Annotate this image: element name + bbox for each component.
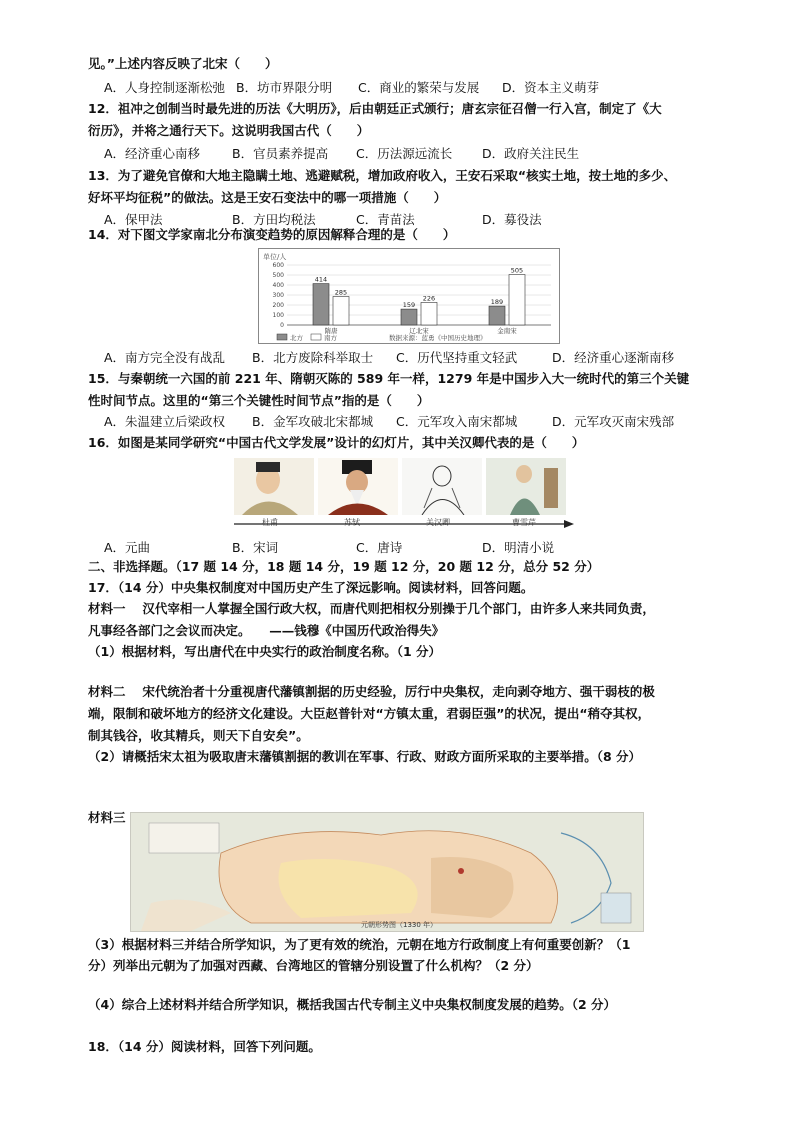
yuan-dynasty-map [130, 812, 644, 932]
map-title: 元朝形势图（1330 年） [361, 921, 438, 929]
q15-option-b: B．金军攻破北宋都城 [252, 414, 374, 429]
q17-material-2-line-2: 端，限制和破坏地方的经济文化建设。大臣赵普针对“方镇太重，君弱臣强”的状况，提出“稍夺其权， [88, 706, 651, 721]
y-tick-label: 600 [272, 262, 284, 269]
q12-option-d: D．政府关注民生 [482, 146, 580, 161]
q17-material-1-line-2: 凡事经各部门之会议而决定。 ——钱穆《中国历代政治得失》 [88, 623, 445, 638]
q13-option-c: C．青苗法 [356, 212, 415, 227]
q13-option-d: D．募役法 [482, 212, 542, 227]
q12-line-2: 衍历》，并将之通行天下。这说明我国古代（ ） [88, 123, 370, 138]
q17-material-3-label: 材料三 [88, 810, 126, 825]
chart-source: 数据来源：蓝勇《中国历史地理》 [389, 334, 487, 342]
bar-北方-辽北宋 [401, 309, 417, 325]
bar-value-label: 285 [334, 288, 348, 297]
q17-material-2-line-1: 材料二 宋代统治者十分重视唐代藩镇割据的历史经验，厉行中央集权，走向剥夺地方、强干弱枝的极 [88, 684, 655, 699]
q13-option-b: B．方田均税法 [232, 212, 316, 227]
chart-legend [277, 333, 487, 342]
bar-value-label: 414 [314, 275, 328, 284]
q12-option-a: A．经济重心南移 [104, 146, 201, 161]
q17-question-3-line-2: 分）列举出元朝为了加强对西藏、台湾地区的管辖分别设置了什么机构？（2 分） [88, 958, 539, 973]
legend-label-north: 北方 [290, 334, 303, 342]
chart-y-label: 单位/人 [263, 253, 287, 261]
q11-option-c: C．商业的繁荣与发展 [358, 80, 480, 95]
caption-cao-xueqin: 曹雪芹 [512, 518, 536, 527]
x-tick-label: 金南宋 [497, 327, 517, 335]
q13-line-2: 好坏平均征税”的做法。这是王安石变法中的哪一项措施（ ） [88, 190, 447, 205]
section-2-heading: 二、非选择题。（17 题 14 分，18 题 14 分，19 题 12 分，20 题 12 分，总分 52 分） [88, 559, 600, 574]
q14-option-a: A．南方完全没有战乱 [104, 350, 226, 365]
q18-head: 18．（14 分）阅读材料，回答下列问题。 [88, 1039, 321, 1054]
q17-question-3-line-1: （3）根据材料三并结合所学知识，为了更有效的统治，元朝在地方行政制度上有何重要创新？（1 [88, 937, 631, 952]
bar-北方-隋唐 [313, 284, 329, 325]
y-tick-label: 400 [272, 282, 284, 289]
chart-svg [259, 249, 559, 343]
map-svg [131, 813, 643, 931]
q15-option-a: A．朱温建立后梁政权 [104, 414, 226, 429]
chart-bars [313, 267, 525, 326]
y-tick-label: 500 [272, 272, 284, 279]
q17-question-1: （1）根据材料，写出唐代在中央实行的政治制度名称。（1 分） [88, 644, 441, 659]
q13-line-1: 13．为了避免官僚和大地主隐瞒土地、逃避赋税，增加政府收入，王安石采取“核实土地，按土地的多少、 [88, 168, 677, 183]
legend-swatch-north [277, 334, 287, 340]
y-tick-label: 300 [272, 292, 284, 299]
y-tick-label: 0 [280, 322, 284, 329]
q14-option-c: C．历代坚持重文轻武 [396, 350, 518, 365]
q15-option-c: C．元军攻入南宋都城 [396, 414, 518, 429]
q15-line-2: 性时间节点。这里的“第三个关键性时间节点”指的是（ ） [88, 393, 430, 408]
literati-portraits [234, 458, 574, 528]
q17-material-1-line-1: 材料一 汉代宰相一人掌握全国行政大权，而唐代则把相权分别操于几个部门，由许多人来共同负责， [88, 601, 655, 616]
x-tick-label: 隋唐 [324, 327, 338, 335]
q12-line-1: 12．祖冲之创制当时最先进的历法《大明历》，后由朝廷正式颁行；唐玄宗征召僧一行入宫，制定了《大 [88, 101, 662, 116]
bar-value-label: 226 [422, 294, 436, 303]
q16-line: 16．如图是某同学研究“中国古代文学发展”设计的幻灯片，其中关汉卿代表的是（ ） [88, 435, 585, 450]
q16-option-b: B．宋词 [232, 540, 279, 555]
caption-guan-hanqing: 关汉卿 [426, 518, 450, 527]
x-tick-label: 辽北宋 [409, 327, 429, 335]
q14-option-b: B．北方废除科举取士 [252, 350, 374, 365]
q17-question-2: （2）请概括宋太祖为吸取唐末藩镇割据的教训在军事、行政、财政方面所采取的主要举措。（8 分） [88, 749, 641, 764]
q14-line: 14．对下图文学家南北分布演变趋势的原因解释合理的是（ ） [88, 227, 456, 242]
q17-head: 17．（14 分）中央集权制度对中国历史产生了深远影响。阅读材料，回答问题。 [88, 580, 534, 595]
bar-南方-辽北宋 [421, 302, 437, 325]
q11-option-d: D．资本主义萌芽 [502, 80, 600, 95]
q14-option-d: D．经济重心逐渐南移 [552, 350, 675, 365]
legend-label-south: 南方 [324, 334, 337, 342]
y-tick-label: 100 [272, 312, 284, 319]
bar-value-label: 159 [402, 301, 416, 310]
caption-su-shi: 苏轼 [344, 518, 360, 527]
bar-value-label: 505 [510, 266, 524, 275]
q17-material-2-line-3: 制其钱谷，收其精兵，则天下自安矣”。 [88, 728, 309, 743]
q12-option-c: C．历法源远流长 [356, 146, 453, 161]
bar-北方-金南宋 [489, 306, 505, 325]
q11-option-b: B．坊市界限分明 [236, 80, 333, 95]
q15-line-1: 15．与秦朝统一六国的前 221 年、隋朝灭陈的 589 年一样，1279 年是中国步入大一统时代的第三个关键 [88, 371, 690, 386]
q16-option-c: C．唐诗 [356, 540, 403, 555]
caption-du-fu: 杜甫 [262, 518, 278, 527]
bar-南方-金南宋 [509, 275, 525, 326]
legend-swatch-south [311, 334, 321, 340]
bar-value-label: 189 [490, 298, 504, 307]
q17-question-4: （4）综合上述材料并结合所学知识，概括我国古代专制主义中央集权制度发展的趋势。（2 分） [88, 997, 616, 1012]
q16-option-a: A．元曲 [104, 540, 151, 555]
q11-stem-tail: 见。”上述内容反映了北宋（ ） [88, 56, 278, 71]
q13-option-a: A．保甲法 [104, 212, 163, 227]
q12-option-b: B．官员素养提高 [232, 146, 329, 161]
q16-option-d: D．明清小说 [482, 540, 555, 555]
literati-distribution-chart [258, 248, 560, 344]
q11-option-a: A．人身控制逐渐松弛 [104, 80, 226, 95]
q15-option-d: D．元军攻灭南宋残部 [552, 414, 675, 429]
y-tick-label: 200 [272, 302, 284, 309]
bar-南方-隋唐 [333, 297, 349, 326]
